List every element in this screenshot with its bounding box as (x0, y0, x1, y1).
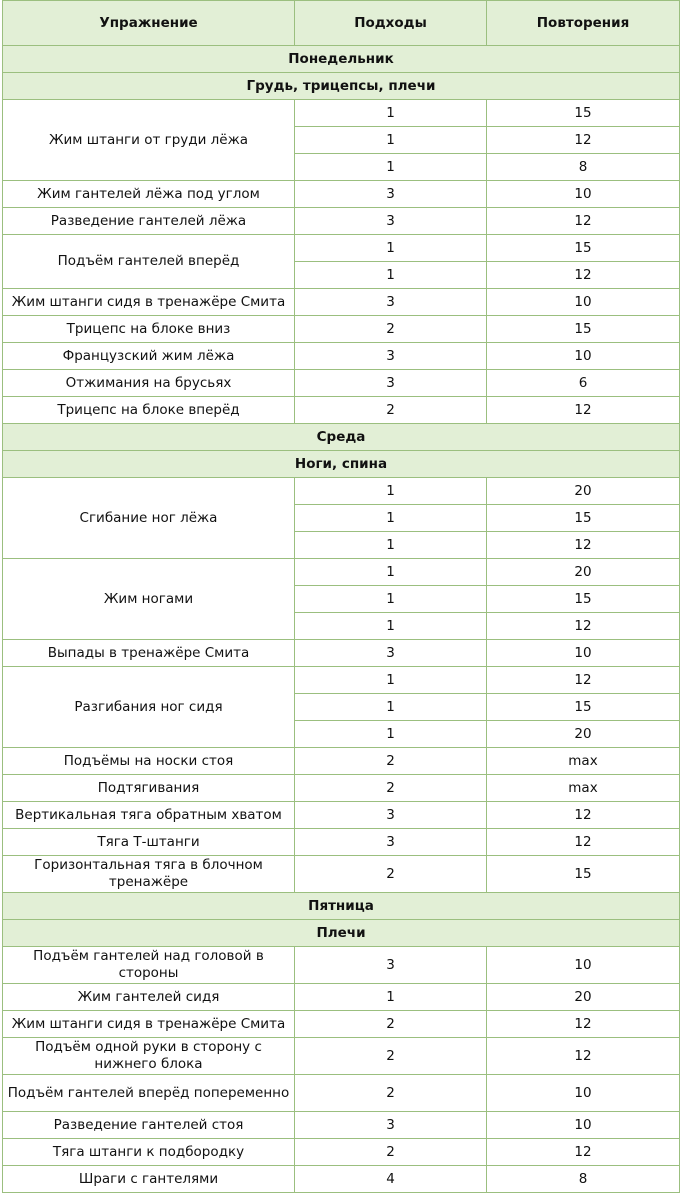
day-heading: Понедельник (3, 46, 680, 73)
exercise-name: Тяга штанги к подбородку (3, 1139, 295, 1166)
exercise-name: Вертикальная тяга обратным хватом (3, 802, 295, 829)
reps-cell: 10 (487, 181, 680, 208)
exercise-name: Разведение гантелей лёжа (3, 208, 295, 235)
exercise-name: Выпады в тренажёре Смита (3, 640, 295, 667)
exercise-name: Жим штанги от груди лёжа (3, 100, 295, 181)
reps-cell: 15 (487, 100, 680, 127)
sets-cell: 2 (295, 1075, 487, 1112)
sets-cell: 1 (295, 613, 487, 640)
table-row (3, 397, 680, 424)
workout-table (2, 0, 680, 1193)
reps-cell: 12 (487, 397, 680, 424)
sets-cell: 1 (295, 154, 487, 181)
reps-cell: max (487, 775, 680, 802)
table-row (3, 947, 680, 984)
table-row (3, 289, 680, 316)
reps-cell: 15 (487, 856, 680, 893)
sets-cell: 4 (295, 1166, 487, 1193)
exercise-name: Разведение гантелей стоя (3, 1112, 295, 1139)
sets-cell: 2 (295, 316, 487, 343)
day-row (3, 46, 680, 73)
reps-cell: 12 (487, 127, 680, 154)
exercise-name: Подъёмы на носки стоя (3, 748, 295, 775)
exercise-name: Трицепс на блоке вниз (3, 316, 295, 343)
header-row (3, 1, 680, 46)
table-row (3, 667, 680, 694)
reps-cell: 15 (487, 235, 680, 262)
muscle-group-row (3, 73, 680, 100)
table-row (3, 559, 680, 586)
sets-cell: 2 (295, 856, 487, 893)
sets-cell: 1 (295, 505, 487, 532)
reps-cell: 12 (487, 829, 680, 856)
day-row (3, 424, 680, 451)
exercise-name: Жим штанги сидя в тренажёре Смита (3, 289, 295, 316)
table-row (3, 1112, 680, 1139)
muscle-group-heading: Плечи (3, 920, 680, 947)
table-row (3, 1139, 680, 1166)
reps-cell: 10 (487, 1075, 680, 1112)
reps-cell: 12 (487, 1139, 680, 1166)
table-row (3, 235, 680, 262)
reps-cell: 20 (487, 478, 680, 505)
table-row (3, 370, 680, 397)
reps-cell: 20 (487, 559, 680, 586)
reps-cell: max (487, 748, 680, 775)
muscle-group-row (3, 451, 680, 478)
muscle-group-heading: Грудь, трицепсы, плечи (3, 73, 680, 100)
reps-cell: 8 (487, 1166, 680, 1193)
day-heading: Среда (3, 424, 680, 451)
table-row (3, 640, 680, 667)
table-row (3, 748, 680, 775)
header-exercise: Упражнение (3, 1, 295, 46)
exercise-name: Сгибание ног лёжа (3, 478, 295, 559)
sets-cell: 1 (295, 667, 487, 694)
reps-cell: 12 (487, 802, 680, 829)
reps-cell: 10 (487, 947, 680, 984)
sets-cell: 2 (295, 397, 487, 424)
table-row (3, 181, 680, 208)
reps-cell: 10 (487, 640, 680, 667)
exercise-name: Жим штанги сидя в тренажёре Смита (3, 1011, 295, 1038)
table-row (3, 1038, 680, 1075)
sets-cell: 3 (295, 181, 487, 208)
sets-cell: 1 (295, 586, 487, 613)
sets-cell: 1 (295, 262, 487, 289)
reps-cell: 12 (487, 1038, 680, 1075)
sets-cell: 1 (295, 721, 487, 748)
reps-cell: 20 (487, 721, 680, 748)
muscle-group-row (3, 920, 680, 947)
reps-cell: 12 (487, 667, 680, 694)
sets-cell: 1 (295, 559, 487, 586)
sets-cell: 1 (295, 532, 487, 559)
exercise-name: Разгибания ног сидя (3, 667, 295, 748)
table-row (3, 984, 680, 1011)
exercise-name: Трицепс на блоке вперёд (3, 397, 295, 424)
day-row (3, 893, 680, 920)
table-row (3, 1011, 680, 1038)
reps-cell: 12 (487, 532, 680, 559)
header-sets: Подходы (295, 1, 487, 46)
table-row (3, 802, 680, 829)
exercise-name: Шраги с гантелями (3, 1166, 295, 1193)
exercise-name: Подъём гантелей вперёд попеременно (3, 1075, 295, 1112)
table-row (3, 316, 680, 343)
reps-cell: 12 (487, 1011, 680, 1038)
reps-cell: 15 (487, 586, 680, 613)
day-heading: Пятница (3, 893, 680, 920)
table-row (3, 343, 680, 370)
sets-cell: 3 (295, 208, 487, 235)
table-row (3, 775, 680, 802)
sets-cell: 2 (295, 748, 487, 775)
reps-cell: 8 (487, 154, 680, 181)
exercise-name: Отжимания на брусьях (3, 370, 295, 397)
reps-cell: 15 (487, 316, 680, 343)
reps-cell: 12 (487, 613, 680, 640)
reps-cell: 15 (487, 694, 680, 721)
exercise-name: Тяга Т-штанги (3, 829, 295, 856)
sets-cell: 3 (295, 370, 487, 397)
sets-cell: 1 (295, 984, 487, 1011)
sets-cell: 1 (295, 235, 487, 262)
sets-cell: 3 (295, 640, 487, 667)
reps-cell: 20 (487, 984, 680, 1011)
table-row (3, 478, 680, 505)
sets-cell: 3 (295, 343, 487, 370)
header-reps: Повторения (487, 1, 680, 46)
exercise-name: Жим гантелей сидя (3, 984, 295, 1011)
sets-cell: 2 (295, 775, 487, 802)
exercise-name: Подтягивания (3, 775, 295, 802)
sets-cell: 2 (295, 1011, 487, 1038)
reps-cell: 6 (487, 370, 680, 397)
sets-cell: 1 (295, 127, 487, 154)
sets-cell: 2 (295, 1139, 487, 1166)
sets-cell: 3 (295, 289, 487, 316)
exercise-name: Французский жим лёжа (3, 343, 295, 370)
table-body (3, 46, 680, 1193)
sets-cell: 3 (295, 829, 487, 856)
sets-cell: 1 (295, 100, 487, 127)
reps-cell: 10 (487, 343, 680, 370)
exercise-name: Подъём гантелей над головой в стороны (3, 947, 295, 984)
sets-cell: 2 (295, 1038, 487, 1075)
reps-cell: 12 (487, 262, 680, 289)
reps-cell: 10 (487, 289, 680, 316)
table-row (3, 1075, 680, 1112)
exercise-name: Жим гантелей лёжа под углом (3, 181, 295, 208)
sets-cell: 3 (295, 947, 487, 984)
table-row (3, 1166, 680, 1193)
table-row (3, 208, 680, 235)
table-row (3, 856, 680, 893)
sets-cell: 1 (295, 694, 487, 721)
exercise-name: Подъём гантелей вперёд (3, 235, 295, 289)
exercise-name: Жим ногами (3, 559, 295, 640)
table-row (3, 100, 680, 127)
exercise-name: Подъём одной руки в сторону с нижнего блока (3, 1038, 295, 1075)
table-row (3, 829, 680, 856)
exercise-name: Горизонтальная тяга в блочном тренажёре (3, 856, 295, 893)
sets-cell: 3 (295, 802, 487, 829)
reps-cell: 12 (487, 208, 680, 235)
reps-cell: 15 (487, 505, 680, 532)
muscle-group-heading: Ноги, спина (3, 451, 680, 478)
sets-cell: 3 (295, 1112, 487, 1139)
reps-cell: 10 (487, 1112, 680, 1139)
sets-cell: 1 (295, 478, 487, 505)
